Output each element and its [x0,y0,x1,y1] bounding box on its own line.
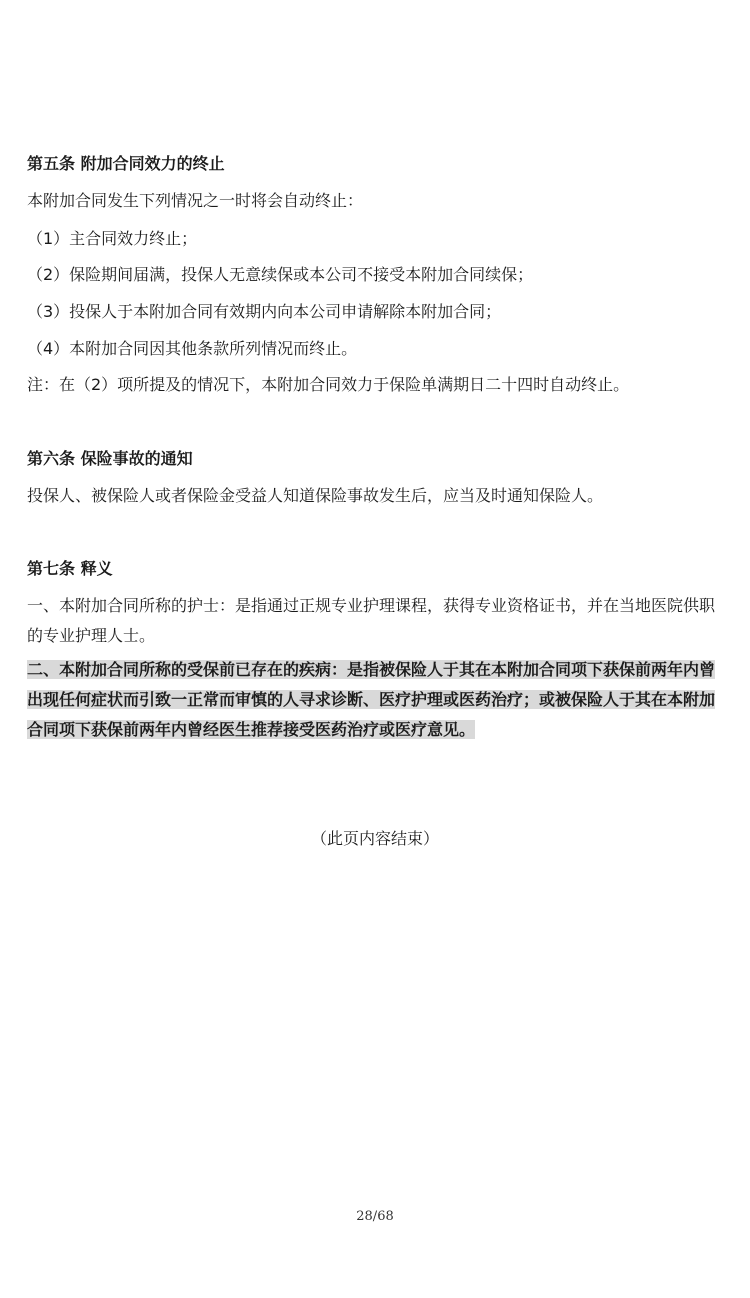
page-number: 28/68 [356,1209,394,1224]
article5-item-1: （1）主合同效力终止； [27,229,198,248]
article6-heading: 第六条 保险事故的通知 [27,449,193,468]
article7-definition-1: 一、本附加合同所称的护士：是指通过正规专业护理课程，获得专业资格证书，并在当地医院供职的专业护理人士。 [27,596,716,645]
article5-note: 注：在（2）项所提及的情况下，本附加合同效力于保险单满期日二十四时自动终止。 [27,375,630,394]
article5-intro: 本附加合同发生下列情况之一时将会自动终止： [27,191,364,210]
highlighted-definition: 二、本附加合同所称的受保前已存在的疾病：是指被保险人于其在本附加合同项下获保前两年内曾出现任何症状而引致一正常而审慎的人寻求诊断、医疗护理或医药治疗；或被保险人于其在本附加合同项下获保前两年内曾经医生推荐接受医药治疗或医疗意见。 [27,660,716,739]
article7-heading: 第七条 释义 [27,559,113,578]
article5-item-3: （3）投保人于本附加合同有效期内向本公司申请解除本附加合同； [27,302,502,321]
article5-heading: 第五条 附加合同效力的终止 [27,154,225,173]
end-of-page-note: （此页内容结束） [310,829,439,848]
article5-item-4: （4）本附加合同因其他条款所列情况而终止。 [27,339,358,358]
article7-definition-2 [27,655,725,745]
article5-item-2: （2）保险期间届满，投保人无意续保或本公司不接受本附加合同续保； [27,265,534,284]
article6-text: 投保人、被保险人或者保险金受益人知道保险事故发生后，应当及时通知保险人。 [27,486,604,505]
